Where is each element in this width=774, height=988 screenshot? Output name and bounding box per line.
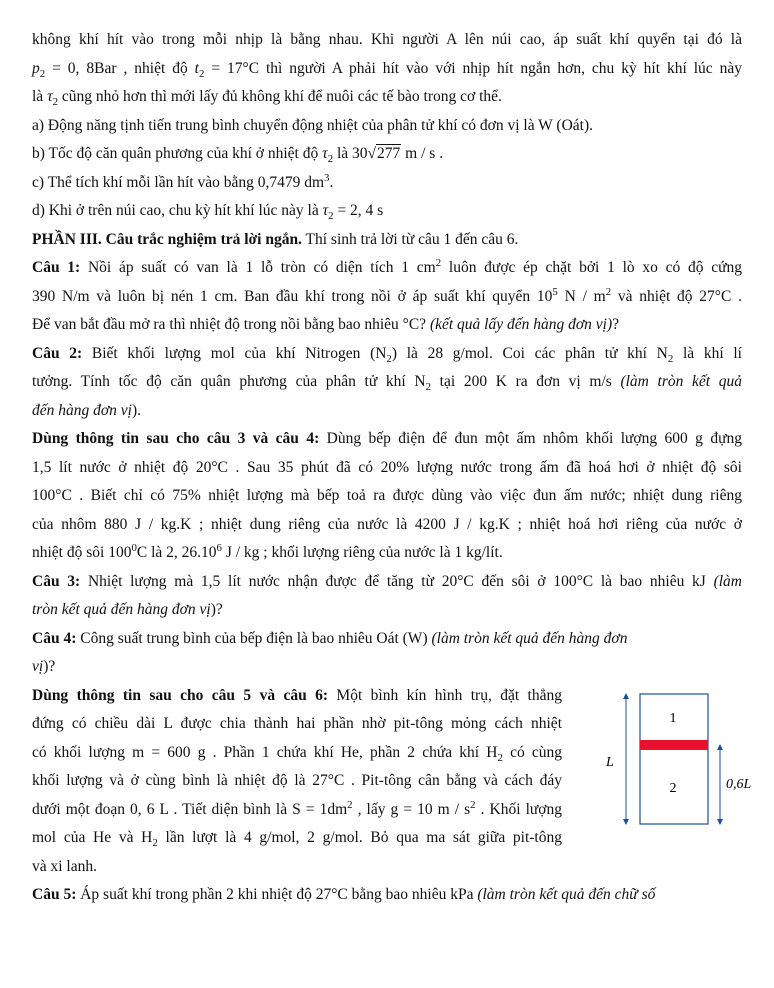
text: = 0, 8Bar , nhiệt độ [45, 59, 195, 77]
sub: 2 [52, 96, 59, 109]
note: vị [32, 658, 44, 675]
part2-label: 2 [669, 780, 677, 796]
text: là 30 [333, 145, 368, 162]
sqrt-value: 277 [377, 145, 401, 162]
text: , lấy g = 10 m / s [352, 800, 471, 818]
sup: 2 [605, 285, 612, 298]
sup: 3 [324, 171, 330, 184]
var-p: p [32, 59, 40, 77]
note: (làm [713, 572, 742, 590]
statement-c [32, 173, 742, 202]
intro-line-3 [32, 87, 742, 116]
text: cũng nhỏ hơn thì mới lấy đủ không khí để nuôi các tế bào trong cơ thể. [58, 88, 502, 105]
text: là khí lí [673, 344, 742, 362]
sup: 0 [131, 541, 137, 554]
text: luôn được ép chặt bởi 1 lò xo có độ cứng [441, 259, 743, 276]
var-tau: τ [322, 145, 328, 162]
sub: 2 [425, 381, 432, 394]
text: Một bình kín hình trụ, đặt thẳng [328, 686, 562, 704]
info56-line-1 [32, 686, 562, 715]
info56-line-7 [32, 857, 562, 886]
text: của nhôm 880 J / kg.K ; nhiệt dung riêng của nước là 4200 J / kg.K ; nhiệt hoá hơi riêng của nước ở [32, 515, 742, 533]
var-tau: τ [322, 202, 329, 219]
text: tại 200 K ra đơn vị m/s [431, 373, 621, 390]
text: J / kg ; khối lượng riêng của nước là 1 kg/lít. [221, 544, 503, 561]
q2-line-1 [32, 344, 742, 373]
info56-text [32, 686, 562, 886]
info34-line-2 [32, 458, 742, 487]
info56-line-2 [32, 714, 562, 743]
text: ). [131, 401, 142, 419]
text: là [32, 88, 48, 105]
info34-line-4 [32, 515, 742, 544]
statement-b: b) Tốc độ căn quân phương của khí ở nhiệt độ $\tau_2$ là 30√277 m / s . [32, 145, 444, 166]
text: = 2, 4 s [333, 202, 384, 219]
text: khối lượng và ở cùng bình là nhiệt độ là 27°C . Pit-tông cân bằng và cách đáy [32, 772, 562, 789]
text: có khối lượng m = 600 g . Phần 1 chứa khí He, phần 2 chứa khí H [32, 743, 498, 761]
text: )? [43, 658, 56, 675]
text: dưới một đoạn 0, 6 L . Tiết diện bình là S = 1dm [32, 800, 348, 818]
note: (làm tròn kết quả [620, 373, 743, 390]
formula: (N [370, 344, 387, 362]
text: Để van bắt đầu mở ra thì nhiệt độ trong nồi bằng bao nhiêu °C? [32, 316, 430, 333]
sub: 2 [497, 751, 503, 764]
note: tròn kết quả đến hàng đơn vị [32, 601, 211, 618]
text: 390 N/m và luôn bị nén 1 cm. Ban đầu khí trong nồi ở áp suất khí quyển 10 [32, 287, 553, 305]
sup: 5 [552, 285, 558, 298]
info56-line-6 [32, 828, 562, 857]
info34-line-5 [32, 543, 742, 572]
note: (làm tròn kết quả đến chữ số [477, 886, 656, 903]
info-lead: Dùng thông tin sau cho câu 3 và câu 4: [32, 430, 320, 447]
text: 100°C . Biết chỉ có 75% nhiệt lượng mà bếp toả ra được dùng vào việc đun ấm nước; nhiệt dung riêng [32, 487, 742, 504]
q2-line-3 [32, 401, 742, 430]
q1-line-3 [32, 315, 742, 344]
question-label: Câu 4: [32, 629, 77, 647]
part1-label: 1 [669, 710, 677, 726]
text: b) Tốc độ căn quân phương của khí ở nhiệt độ [32, 145, 323, 162]
text: không khí hít vào trong mỗi nhịp là bằng nhau. Khi người A lên núi cao, áp suất khí quyển tại đó là [32, 31, 742, 48]
sup: 2 [470, 798, 476, 811]
text: có cùng [502, 743, 563, 761]
text: tưởng. Tính tốc độ căn quân phương của phân tử khí N [32, 373, 426, 390]
text: Dùng bếp điện để đun một ấm nhôm khối lượng 600 g đựng [319, 430, 742, 447]
text: Biết khối lượng mol của khí Nitrogen [82, 344, 371, 362]
statement-a [32, 116, 742, 145]
sub: 2 [328, 210, 334, 223]
sub: 2 [386, 352, 392, 365]
text: m / s . [401, 145, 444, 162]
text: Nhiệt lượng mà 1,5 lít nước nhận được để tăng từ 20°C đến sôi ở 100°C là bao nhiêu kJ [80, 572, 714, 590]
sub: 2 [667, 352, 674, 365]
text: Áp suất khí trong phần 2 khi nhiệt độ 27°C bằng bao nhiêu kPa [76, 886, 478, 903]
text: N / m [557, 287, 606, 305]
sup: 2 [435, 256, 442, 269]
note: (kết quả lấy đến hàng đơn vị) [429, 316, 613, 333]
text: và xi lanh. [32, 857, 97, 875]
text: Công suất trung bình của bếp điện là bao nhiêu Oát (W) [76, 629, 432, 647]
text: là 28 g/mol. Coi các phân tử khí N [397, 344, 668, 362]
formula: ) [391, 344, 398, 362]
text: C là 2, 26.10 [136, 544, 217, 561]
q3-line-2 [32, 600, 742, 629]
q5-line-1 [32, 885, 742, 914]
sup: 2 [347, 798, 353, 811]
piston [640, 740, 708, 750]
question-label: Câu 1: [32, 259, 81, 276]
question-label: Câu 2: [32, 344, 83, 362]
text: Thí sinh trả lời từ câu 1 đến câu 6. [301, 230, 519, 248]
text: lần lượt là 4 g/mol, 2 g/mol. Bỏ qua ma sát giữa pit-tông [157, 829, 562, 846]
text: ? [612, 316, 619, 333]
text: đứng có chiều dài L được chia thành hai phần nhờ pit-tông mỏng cách nhiệt [32, 715, 562, 732]
document-page [32, 30, 752, 914]
text: nhiệt độ sôi 100 [32, 544, 132, 561]
height-label: 0,6L [726, 776, 752, 792]
info56-line-3 [32, 743, 562, 772]
sub: 2 [327, 153, 334, 166]
var-t: t [194, 59, 199, 77]
text: )? [210, 601, 223, 618]
info34-line-1 [32, 429, 742, 458]
statement-d [32, 201, 742, 230]
text: d) Khi ở trên núi cao, chu kỳ hít khí lúc này là [32, 202, 323, 219]
text: mol của He và H [32, 829, 153, 846]
info56-line-5 [32, 800, 562, 829]
q1-line-2 [32, 287, 742, 316]
text: và nhiệt độ 27°C . [611, 287, 742, 305]
part3-heading [32, 230, 742, 259]
note: (làm tròn kết quả đến hàng đơn [431, 629, 628, 647]
q2-line-2 [32, 372, 742, 401]
text: Nồi áp suất có van là 1 lỗ tròn có diện tích 1 cm [80, 259, 436, 276]
intro-line-1 [32, 30, 742, 59]
question-label: Câu 5: [32, 886, 77, 903]
q3-line-1 [32, 572, 742, 601]
sup: 6 [216, 541, 222, 554]
info56-line-4 [32, 771, 562, 800]
text: . Khối lượng [475, 800, 562, 818]
text: a) Động năng tịnh tiến trung bình chuyển động nhiệt của phân tử khí có đơn vị là W (Oát). [32, 116, 593, 134]
info-lead: Dùng thông tin sau cho câu 5 và câu 6: [32, 686, 329, 704]
sub: 2 [198, 67, 205, 80]
var-tau: τ [47, 88, 53, 105]
sub: 2 [152, 837, 158, 850]
length-label: L [606, 754, 614, 770]
intro-line-2 [32, 59, 742, 88]
text: 1,5 lít nước ở nhiệt độ 20°C . Sau 35 phút đã có 20% lượng nước trong ấm đã hoá hơi ở nhiệt độ sôi [32, 458, 742, 476]
q4-line-1 [32, 629, 742, 658]
text: c) Thể tích khí mỗi lần hít vào bằng 0,7479 dm [32, 173, 325, 191]
q1-line-1 [32, 258, 742, 287]
sub: 2 [39, 67, 46, 80]
text: = 17°C thì người A phải hít vào với nhịp hít ngắn hơn, chu kỳ hít khí lúc này [204, 59, 742, 77]
section-title: PHẦN III. Câu trắc nghiệm trả lời ngắn. [32, 230, 302, 248]
text: . [329, 173, 334, 191]
info56-block [32, 686, 752, 886]
note: đến hàng đơn vị [32, 401, 132, 419]
cylinder-figure [598, 690, 758, 840]
info34-line-3 [32, 486, 742, 515]
q4-line-2 [32, 657, 742, 686]
question-label: Câu 3: [32, 572, 81, 590]
